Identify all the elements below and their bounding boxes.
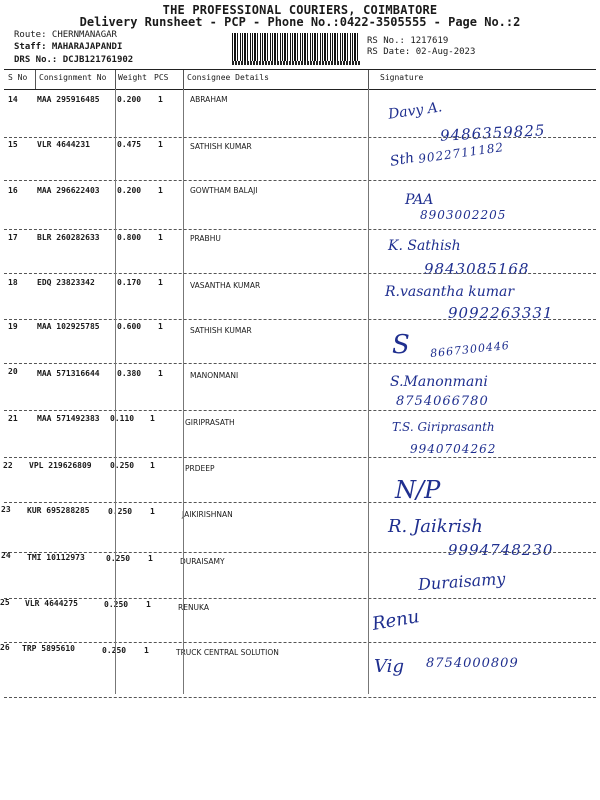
signature-phone: 9092263331 [448,304,554,322]
row-consignment: VPL 219626809 [29,461,92,470]
signature-scribble: T.S. Giriprasanth [392,420,495,434]
row-sno: 21 [8,414,18,423]
row-weight: 0.250 [102,646,127,655]
col-divider [368,70,369,89]
row-pcs: 1 [158,369,163,378]
row-sno: 23 [1,505,11,514]
row-pcs: 1 [158,95,163,104]
row-consignment: VLR 4644231 [37,140,90,149]
row-pcs: 1 [150,461,155,470]
signature-scribble: N/P [395,476,441,504]
col-header-consignment: Consignment No [39,73,107,82]
signature-scribble: S.Manonmani [390,374,488,390]
row-separator [4,457,596,458]
row-weight: 0.250 [108,507,133,516]
row-separator [4,697,596,698]
row-weight: 0.250 [106,554,131,563]
row-sno: 22 [3,461,13,470]
col-header-pcs: PCS [154,73,169,82]
row-weight: 0.170 [117,278,142,287]
col-divider [368,89,369,694]
row-pcs: 1 [148,554,153,563]
signature-scribble: Renu [370,606,421,635]
row-consignee: PRDEEP [185,464,215,473]
drs-number: DRS No.: DCJB121761902 [14,55,134,65]
col-divider [35,70,36,89]
row-consignment: MAA 571316644 [37,369,100,378]
row-pcs: 1 [150,507,155,516]
signature-scribble: PAA [405,192,434,208]
row-pcs: 1 [158,233,163,242]
signature-scribble: R. Jaikrish [388,516,483,537]
row-pcs: 1 [158,186,163,195]
row-pcs: 1 [158,278,163,287]
table-header-rule [4,89,596,90]
row-weight: 0.475 [117,140,142,149]
col-header-sno: S No [8,73,28,82]
row-pcs: 1 [150,414,155,423]
row-sno: 15 [8,140,18,149]
signature-scribble: Duraisamy [417,568,506,595]
col-header-weight: Weight [118,73,147,82]
row-pcs: 1 [158,140,163,149]
row-consignee: MANONMANI [190,371,239,380]
row-consignee: SATHISH KUMAR [190,326,252,335]
rs-date: RS Date: 02-Aug-2023 [367,47,476,57]
row-pcs: 1 [144,646,149,655]
row-sno: 14 [8,95,18,104]
row-consignment: EDQ 23823342 [37,278,95,287]
row-weight: 0.380 [117,369,142,378]
row-consignee: ABRAHAM [190,95,228,104]
signature-phone: 9940704262 [410,442,497,456]
row-separator [4,180,596,181]
signature-phone: 8903002205 [420,208,507,222]
signature-phone: 9843085168 [424,260,530,278]
table-top-rule [4,69,596,70]
signature-phone: 8754000809 [426,656,519,671]
row-sno: 26 [0,643,10,652]
barcode [232,33,360,65]
row-consignee: RENUKA [178,603,209,612]
col-divider [183,70,184,89]
row-consignee: GOWTHAM BALAJI [190,186,258,195]
row-consignment: MAA 295916485 [37,95,100,104]
signature-scribble: S [392,330,410,360]
row-separator [4,363,596,364]
row-sno: 18 [8,278,18,287]
route-label: Route: CHERNMANAGAR [14,30,117,40]
row-separator [4,137,596,138]
row-consignee: TRUCK CENTRAL SOLUTION [176,648,279,657]
row-consignment: VLR 4644275 [25,599,78,608]
col-divider [115,70,116,89]
row-separator [4,642,596,643]
signature-phone: 8667300446 [429,338,511,361]
row-weight: 0.800 [117,233,142,242]
row-consignment: TMI 10112973 [27,553,85,562]
row-weight: 0.110 [110,414,135,423]
row-consignment: MAA 571492383 [37,414,100,423]
runsheet-title: Delivery Runsheet - PCP - Phone No.:0422-3505555 - Page No.:2 [79,15,521,29]
row-consignment: KUR 695288285 [27,506,90,515]
signature-phone: 8754066780 [396,394,489,409]
row-pcs: 1 [146,600,151,609]
row-consignment: BLR 260282633 [37,233,100,242]
row-consignee: DURAISAMY [180,557,225,566]
row-weight: 0.200 [117,95,142,104]
row-weight: 0.600 [117,322,142,331]
row-sno: 24 [1,551,11,560]
row-consignment: TRP 5895610 [22,644,75,653]
row-consignee: SATHISH KUMAR [190,142,252,151]
row-separator [4,598,596,599]
row-consignee: VASANTHA KUMAR [190,281,261,290]
signature-phone: 9022711182 [417,140,505,166]
signature-scribble: Davy A. [387,99,444,123]
row-consignee: JAIKIRISHNAN [182,510,233,519]
signature-scribble: Vig [374,656,404,677]
rs-number: RS No.: 1217619 [367,36,449,46]
row-consignee: GIRIPRASATH [185,418,235,427]
row-sno: 17 [8,233,18,242]
col-header-consignee: Consignee Details [187,73,269,82]
row-separator [4,273,596,274]
row-pcs: 1 [158,322,163,331]
signature-phone: 9994748230 [448,541,554,559]
row-weight: 0.250 [110,461,135,470]
signature-scribble: Sth [388,150,416,170]
row-sno: 16 [8,186,18,195]
row-sno: 19 [8,322,18,331]
row-separator [4,410,596,411]
company-title: THE PROFESSIONAL COURIERS, COIMBATORE [162,3,438,17]
row-weight: 0.200 [117,186,142,195]
row-consignee: PRABHU [190,234,221,243]
signature-phone: 9486359825 [439,121,546,145]
row-weight: 0.250 [104,600,129,609]
signature-scribble: R.vasantha kumar [385,284,515,300]
signature-scribble: K. Sathish [388,238,461,254]
row-separator [4,552,596,553]
row-consignment: MAA 296622403 [37,186,100,195]
staff-label: Staff: MAHARAJAPANDI [14,42,123,52]
row-consignment: MAA 102925785 [37,322,100,331]
col-divider [183,89,184,694]
col-header-signature: Signature [380,73,424,82]
col-divider [115,89,116,694]
row-sno: 25 [0,598,10,607]
row-separator [4,319,596,320]
row-separator [4,502,596,503]
row-separator [4,229,596,230]
row-sno: 20 [8,367,18,376]
